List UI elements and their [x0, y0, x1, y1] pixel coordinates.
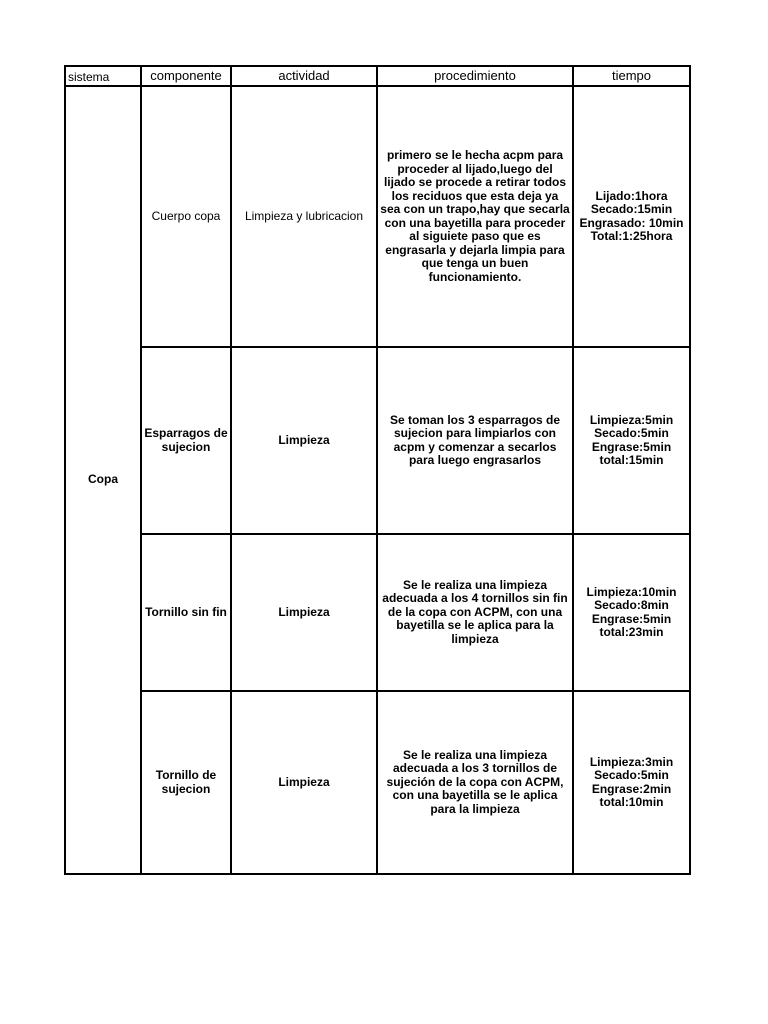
tiempo-cell: [573, 86, 690, 347]
sistema-cell: Copa: [65, 86, 141, 874]
tiempo-text: Limpieza:5min Secado:5min Engrase:5min total:15min: [589, 412, 674, 467]
tiempo-text: Limpieza:10min Secado:8min Engrase:5min total:23min: [586, 584, 677, 639]
tiempo-text: Lijado:1hora Secado:15min Engrasado: 10min Total:1:25hora: [579, 188, 684, 243]
tiempo-cell: [573, 691, 690, 874]
componente-cell: Tornillo de sujecion: [141, 691, 231, 874]
procedimiento-cell: primero se le hecha acpm para proceder al lijado,luego del lijado se procede a retirar todos los reciduos que esta deja ya sea con un trapo,hay que secarla con una bayetilla para proceder al siguiete paso que es engrasarla y dejarla limpia para que tenga un buen funcionamiento.: [377, 86, 573, 347]
header-actividad: actividad: [231, 66, 377, 86]
procedimiento-cell: Se le realiza una limpieza adecuada a los 3 tornillos de sujeción de la copa con ACPM, con una bayetilla se le aplica para la limpieza: [377, 691, 573, 874]
maintenance-table: [64, 65, 691, 875]
header-procedimiento: procedimiento: [377, 66, 573, 86]
componente-cell: Esparragos de sujecion: [141, 347, 231, 534]
componente-cell: Tornillo sin fin: [141, 534, 231, 691]
table-row: [65, 347, 690, 534]
tiempo-cell: [573, 347, 690, 534]
actividad-cell: Limpieza: [231, 534, 377, 691]
header-row: [65, 66, 690, 86]
procedimiento-cell: Se toman los 3 esparragos de sujecion para limpiarlos con acpm y comenzar a secarlos para luego engrasarlos: [377, 347, 573, 534]
actividad-cell: Limpieza y lubricacion: [231, 86, 377, 347]
header-componente: componente: [141, 66, 231, 86]
tiempo-text: Limpieza:3min Secado:5min Engrase:2min total:10min: [589, 754, 674, 809]
componente-cell: Cuerpo copa: [141, 86, 231, 347]
tiempo-cell: [573, 534, 690, 691]
actividad-cell: Limpieza: [231, 347, 377, 534]
table-row: [65, 534, 690, 691]
actividad-cell: Limpieza: [231, 691, 377, 874]
header-tiempo: tiempo: [573, 66, 690, 86]
table-row: [65, 86, 690, 347]
procedimiento-cell: Se le realiza una limpieza adecuada a los 4 tornillos sin fin de la copa con ACPM, con una bayetilla se le aplica para la limpieza: [377, 534, 573, 691]
header-sistema: sistema: [65, 66, 141, 86]
table-row: [65, 691, 690, 874]
